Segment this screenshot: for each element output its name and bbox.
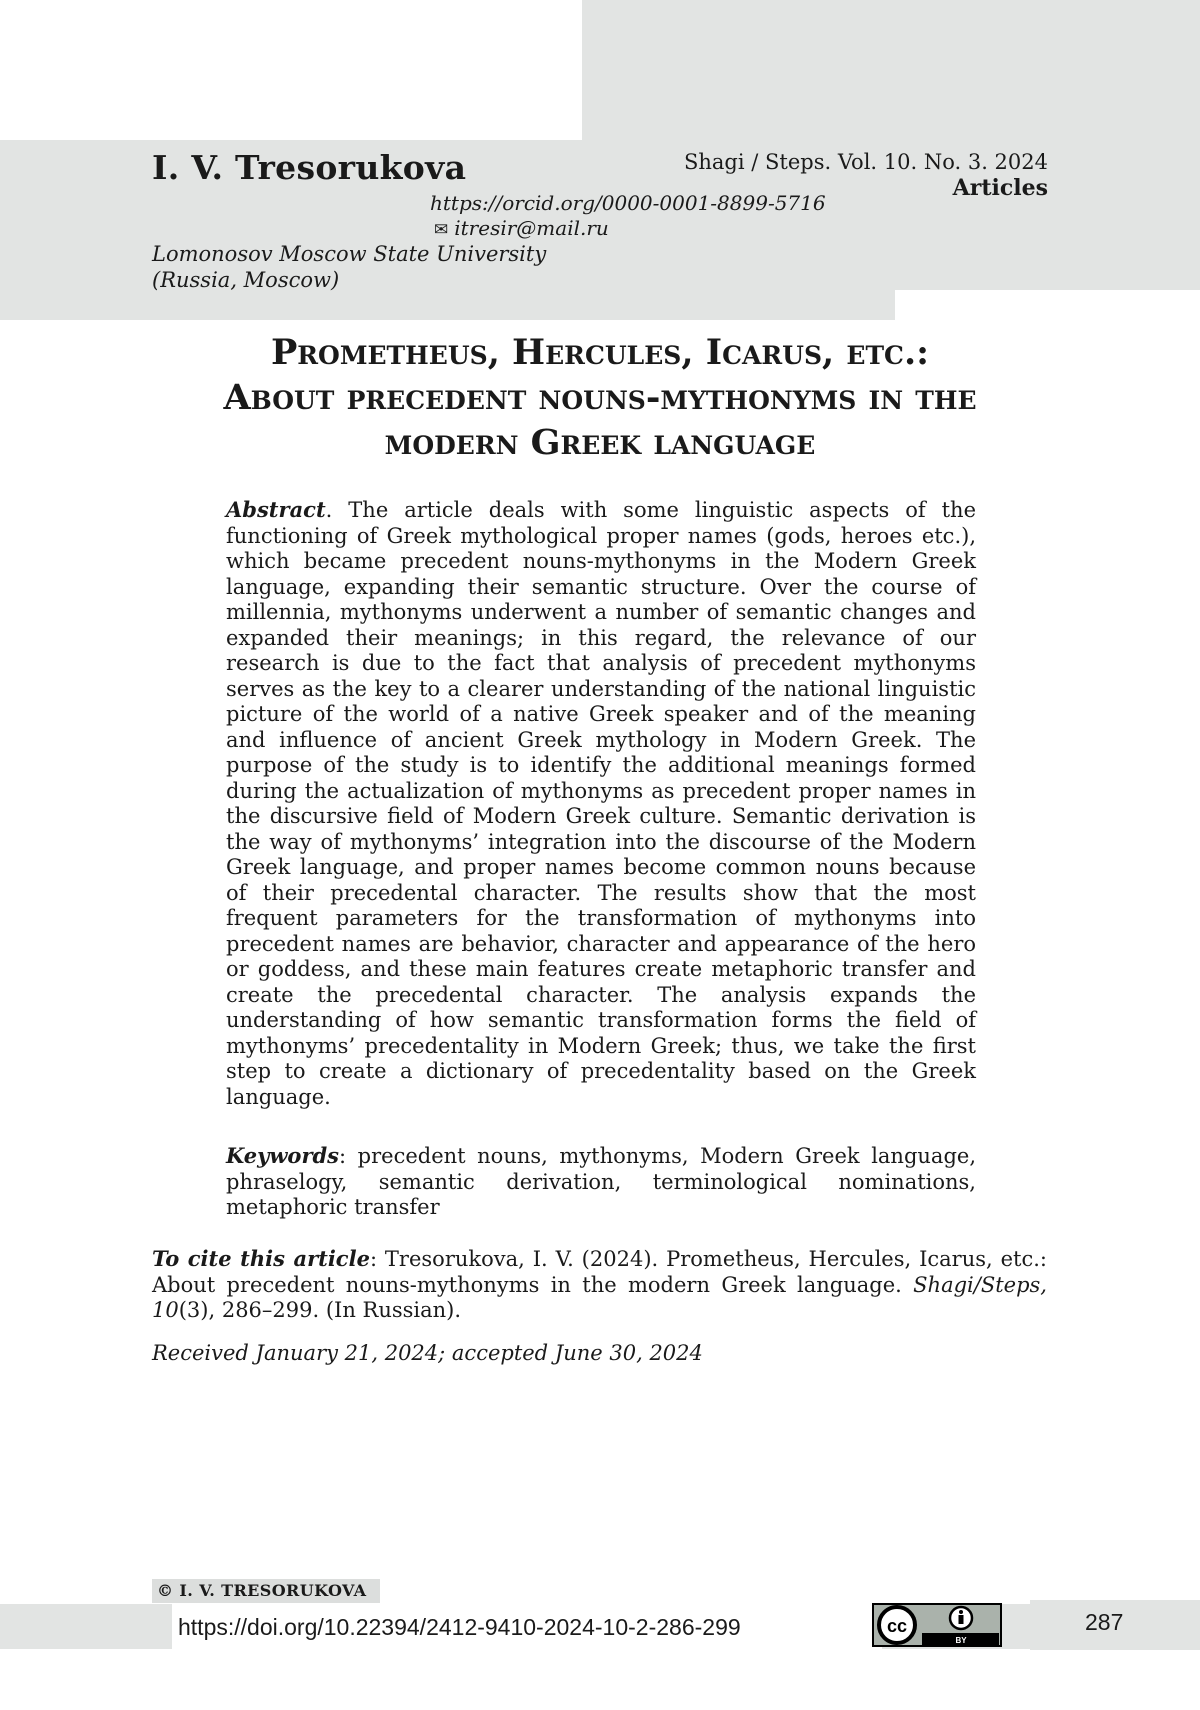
cc-text: cc <box>887 1616 907 1636</box>
keywords-text: : precedent nouns, mythonyms, Modern Greek language, phraselogy, semantic derivation, terminological nominations, metaphoric transfer <box>226 1144 976 1219</box>
keywords <box>226 1143 976 1221</box>
title-line-2: About precedent nouns-mythonyms in the <box>0 375 1200 420</box>
page-number: 287 <box>1085 1609 1123 1636</box>
citation-volume: 10 <box>152 1298 179 1322</box>
title-line-1: Prometheus, Hercules, Icarus, etc.: <box>0 330 1200 375</box>
citation-text: : Tresorukova, I. V. (2024). Prometheus, Hercules, Icarus, etc.: About precedent nouns-mythonyms in the modern Greek language. <box>152 1247 1047 1297</box>
attribution-head <box>959 1610 963 1614</box>
affiliation-location: (Russia, Moscow) <box>152 268 339 292</box>
email-link[interactable]: itresir@mail.ru <box>454 216 609 240</box>
header-background-bottom <box>0 290 895 320</box>
title-line-3: modern Greek language <box>0 420 1200 465</box>
cc-by-badge[interactable] <box>872 1603 1002 1647</box>
attribution-body <box>959 1615 964 1624</box>
affiliation: Lomonosov Moscow State University <box>152 242 546 266</box>
email-row <box>434 216 609 240</box>
copyright-notice: © I. V. TRESORUKOVA <box>157 1581 366 1600</box>
received-dates: Received January 21, 2024; accepted June 30, 2024 <box>152 1341 703 1365</box>
doi-link[interactable]: https://doi.org/10.22394/2412-9410-2024-10-2-286-299 <box>178 1614 741 1641</box>
abstract-label: Abstract <box>226 497 326 522</box>
abstract <box>226 497 976 1110</box>
citation-journal: Shagi/Steps, <box>913 1273 1047 1297</box>
section-label: Articles <box>953 175 1048 201</box>
citation <box>152 1246 1047 1324</box>
journal-info: Shagi / Steps. Vol. 10. No. 3. 2024 <box>684 150 1048 174</box>
orcid-link[interactable]: https://orcid.org/0000-0001-8899-5716 <box>430 191 826 215</box>
article-title <box>0 330 1200 465</box>
abstract-text: . The article deals with some linguistic aspects of the functioning of Greek mythological proper names (gods, heroes etc.), which became precedent nouns-mythonyms in the Modern Greek language, expanding their semantic structure. Over the course of millennia, mythonyms underwent a number of semantic changes and expanded their meanings; in this regard, the relevance of our research is due to the fact that analysis of precedent mythonyms serves as the key to a clearer understanding of the national linguistic picture of the world of a native Greek speaker and of the meaning and influence of ancient Greek mythology in Modern Greek. The purpose of the study is to identify the additional meanings formed during the actualization of mythonyms as precedent proper names in the discursive field of Modern Greek culture. Semantic derivation is the way of mythonyms’ integration into the discourse of the Modern Greek language, and proper names become common nouns because of their precedental character. The results show that the most frequent parameters for the transformation of mythonyms into precedent names are behavior, character and appearance of the hero or goddess, and these main features create metaphoric transfer and create the precedental character. The analysis expands the understanding of how semantic transformation forms the field of mythonyms’ precedentality in Modern Greek; thus, we take the first step to create a dictionary of precedentality based on the Greek language. <box>226 498 976 1109</box>
citation-label: To cite this article <box>152 1246 370 1271</box>
author-name: I. V. Tresorukova <box>152 148 466 187</box>
envelope-icon: ✉ <box>434 220 448 240</box>
keywords-label: Keywords <box>226 1143 339 1168</box>
header-background-top <box>582 0 1200 140</box>
by-text: BY <box>955 1636 967 1645</box>
citation-pages: (3), 286–299. (In Russian). <box>179 1298 461 1322</box>
